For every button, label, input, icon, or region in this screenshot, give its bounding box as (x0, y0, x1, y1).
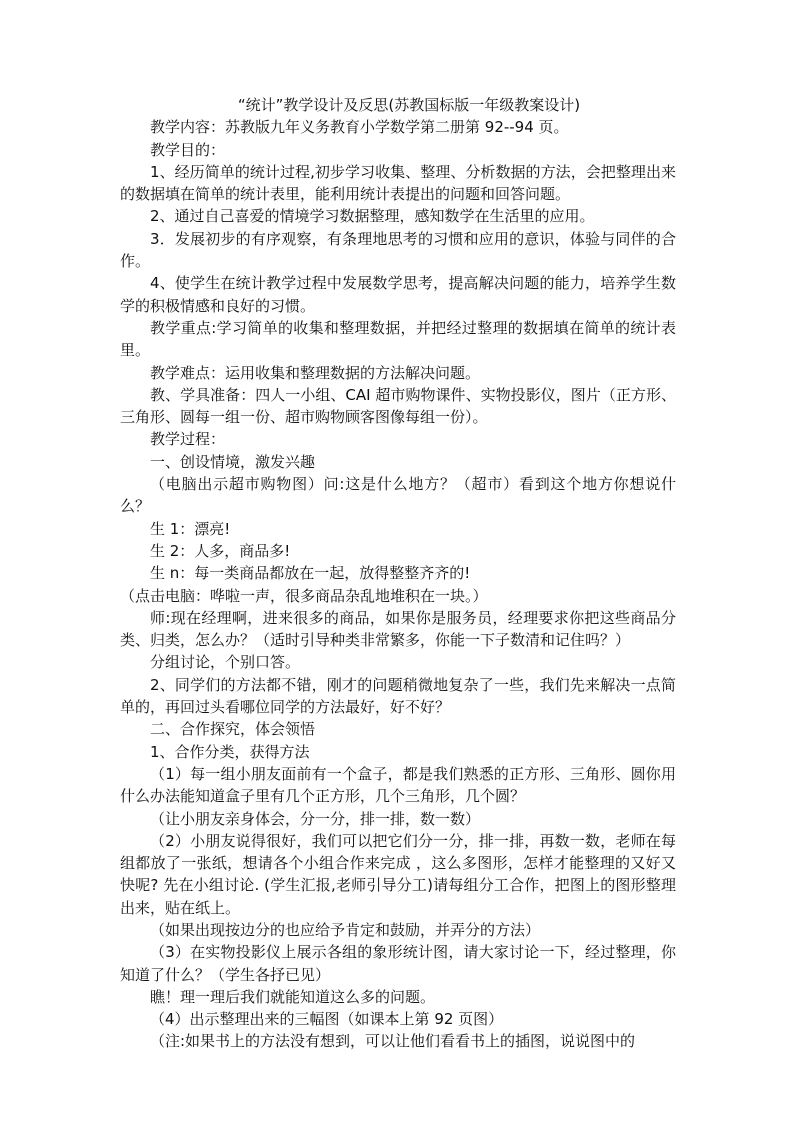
paragraph-click-computer: （点击电脑：哗啦一声，很多商品杂乱地堆积在一块。） (120, 586, 488, 605)
subsection-heading-1: 1、合作分类，获得方法 (150, 742, 310, 761)
paragraph-experience: （让小朋友亲身体会，分一分，排一排，数一数） (150, 809, 481, 828)
paragraph-purpose-3: 3．发展初步的有序观察，有条理地思考的习惯和应用的意识，体验与同伴的合作。 (120, 229, 676, 271)
paragraph-step-1: （1）每一组小朋友面前有一个盒子，都是我们熟悉的正方形、三角形、圆你用什么办法能知道盒子里有几个正方形，几个三角形，几个圆？ (120, 764, 676, 806)
paragraph-process: 教学过程： (150, 430, 226, 449)
paragraph-teaching-content: 教学内容：苏教版九年义务教育小学数学第二册第 92--94 页。 (150, 118, 569, 137)
document-body (120, 94, 676, 1053)
document-title: “统计”教学设计及反思(苏教国标版一年级教案设计) (237, 96, 581, 114)
paragraph-purpose-2: 2、通过自己喜爱的情境学习数据整理，感知数学在生活里的应用。 (150, 207, 595, 226)
paragraph-teaching-purpose: 教学目的： (150, 140, 226, 159)
paragraph-key-point: 教学重点:学习简单的收集和整理数据，并把经过整理的数据填在简单的统计表里。 (120, 318, 676, 360)
section-heading-2: 二、合作探究，体会领悟 (150, 720, 316, 739)
paragraph-question: （电脑出示超市购物图）问:这是什么地方？（超市）看到这个地方你想说什么？ (120, 475, 676, 516)
section-heading-1: 一、创设情境，激发兴趣 (150, 452, 316, 471)
paragraph-edge-sorting: （如果出现按边分的也应给予肯定和鼓励，并弄分的方法） (150, 920, 541, 939)
paragraph-methods: 2、同学们的方法都不错，刚才的问题稍微地复杂了一些，我们先来解决一点简单的，再回过头看哪位同学的方法最好，好不好？ (120, 675, 676, 717)
paragraph-step-4: （4）出示整理出来的三幅图（如课本上第 92 页图） (150, 1010, 504, 1029)
paragraph-student-n: 生 n：每一类商品都放在一起，放得整整齐齐的! (150, 564, 471, 583)
paragraph-materials: 教、学具准备：四人一小组、CAI 超市购物课件、实物投影仪，图片（正方形、三角形、圆每一组一份、超市购物顾客图像每组一份）。 (120, 385, 676, 427)
paragraph-note: （注:如果书上的方法没有想到，可以让他们看看书上的插图，说说图中的 (150, 1032, 636, 1051)
paragraph-purpose-4: 4、使学生在统计教学过程中发展数学思考，提高解决问题的能力，培养学生数学的积极情感和良好的习惯。 (120, 274, 676, 315)
paragraph-difficulty: 教学难点：运用收集和整理数据的方法解决问题。 (150, 363, 481, 382)
paragraph-student-2: 生 2：人多，商品多! (150, 541, 291, 560)
paragraph-purpose-1: 1、经历简单的统计过程,初步学习收集、整理、分析数据的方法，会把整理出来的数据填在简单的统计表里，能利用统计表提出的问题和回答问题。 (120, 162, 676, 204)
paragraph-group-discussion: 分组讨论，个别口答。 (150, 653, 301, 672)
paragraph-step-3: （3）在实物投影仪上展示各组的象形统计图，请大家讨论一下，经过整理，你知道了什么？（学生各抒已见） (120, 943, 676, 984)
paragraph-teacher: 师:现在经理啊，进来很多的商品，如果你是服务员，经理要求你把这些商品分类、归类，怎么办？（适时引导种类非常繁多，你能一下子数清和记住吗？） (120, 608, 676, 650)
paragraph-student-1: 生 1：漂亮! (150, 519, 231, 538)
paragraph-look: 瞧！理一理后我们就能知道这么多的问题。 (150, 987, 436, 1006)
paragraph-step-2: （2）小朋友说得很好，我们可以把它们分一分，排一排，再数一数，老师在每组都放了一张纸，想请各个小组合作来完成 ，这么多图形，怎样才能整理的又好又快呢? 先在小组讨论. (学生汇报,老师引导分工)请每组分工合作，把图上的图形整理出来，贴在纸上。 (120, 831, 676, 917)
